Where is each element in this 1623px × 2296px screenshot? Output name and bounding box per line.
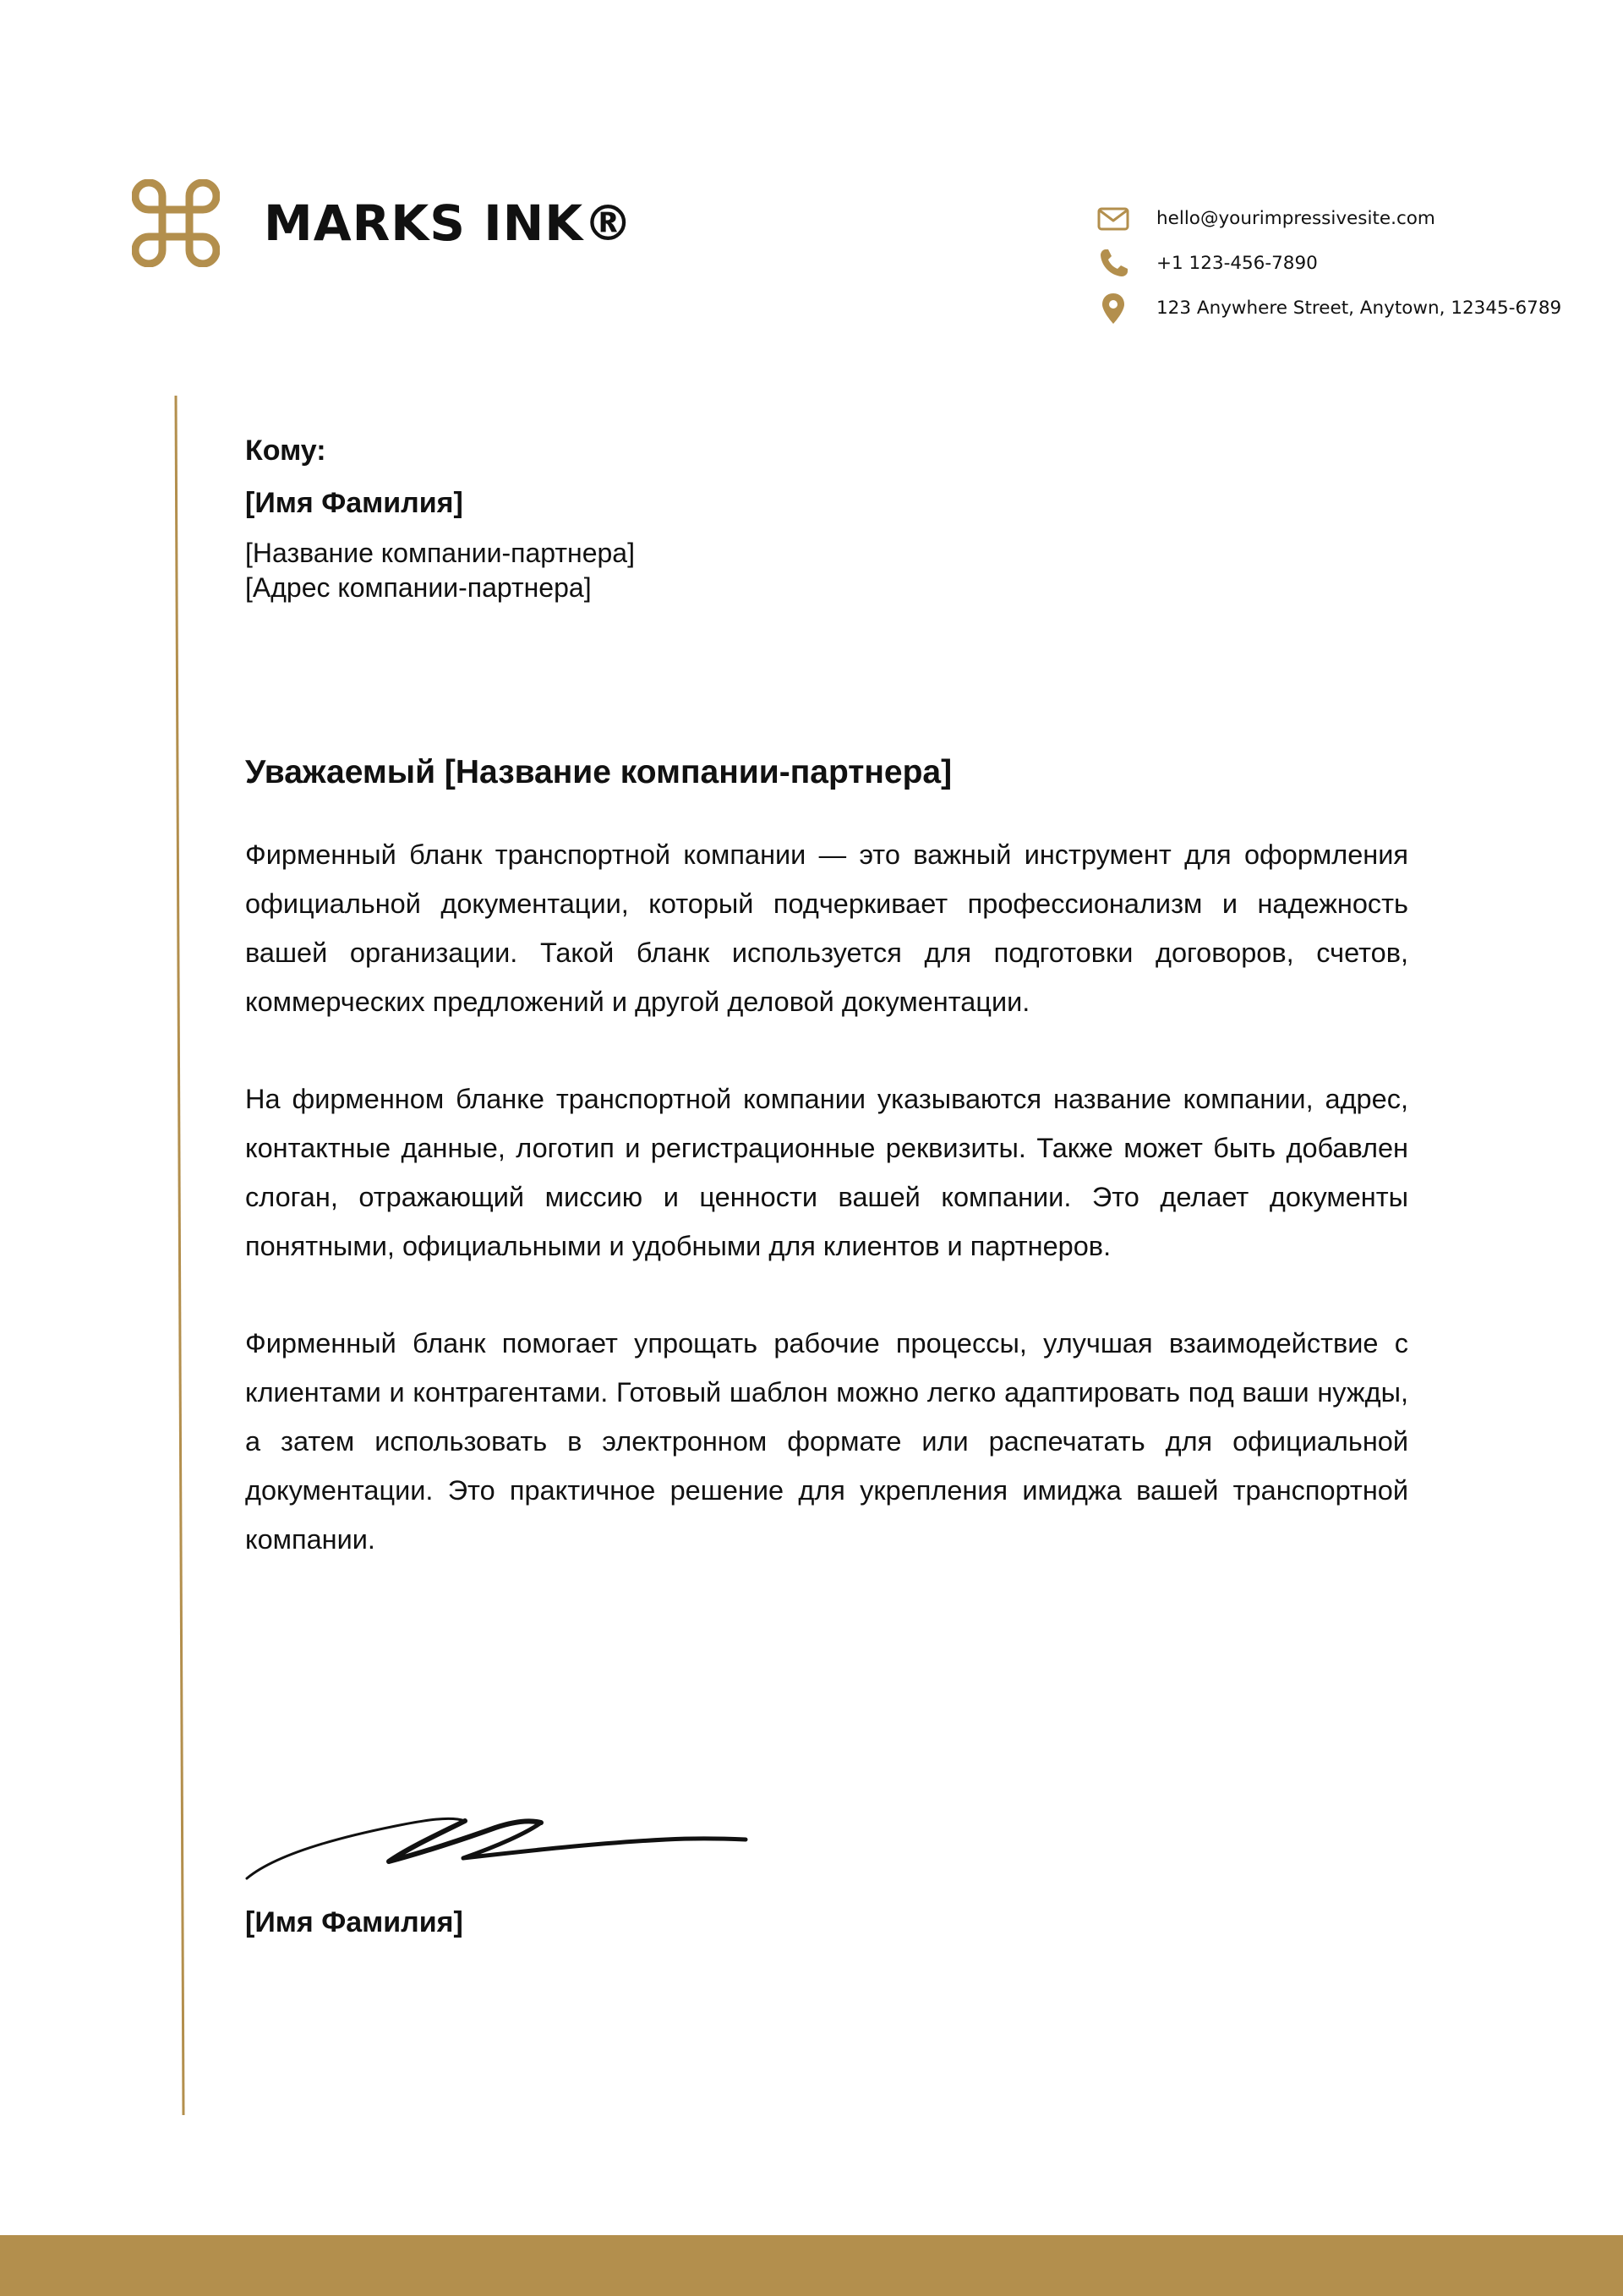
recipient-name: [Имя Фамилия]: [245, 487, 463, 519]
signer-name: [Имя Фамилия]: [245, 1906, 463, 1938]
paragraph-1: Фирменный бланк транспортной компании — это важный инструмент для оформления официальной документации, который подчеркивает профессионализм и надежность вашей организации. Такой бланк используется для подготовки договоров, счетов, коммерческих предложений и другой деловой документации.: [245, 839, 1408, 1017]
address-text: 123 Anywhere Street, Anytown, 12345-6789: [1156, 298, 1562, 319]
footer-bar: [0, 2235, 1623, 2296]
signature-image: [243, 1792, 751, 1885]
contact-address: [1096, 286, 1603, 331]
map-pin-icon: [1096, 291, 1131, 326]
greeting: Уважаемый [Название компании-партнера]: [245, 754, 953, 790]
recipient-company: [Название компании-партнера]: [245, 538, 635, 568]
email-text[interactable]: hello@yourimpressivesite.com: [1156, 208, 1435, 229]
paragraph-2: На фирменном бланке транспортной компании указываются название компании, адрес, контактные данные, логотип и регистрационные реквизиты. Также может быть добавлен слоган, отражающий миссию и ценности вашей компании. Это делает документы понятными, официальными и удобными для клиентов и партнеров.: [245, 1084, 1408, 1261]
paragraph-3: Фирменный бланк помогает упрощать рабочие процессы, улучшая взаимодействие с клиентами и контрагентами. Готовый шаблон можно легко адаптировать под ваши нужды, а затем использовать в электронном формате или распечатать для официальной документации. Это практичное решение для укрепления имиджа вашей транспортной компании.: [245, 1328, 1408, 1555]
command-knot-icon: [132, 179, 220, 267]
brand-name: MARKS INK®: [264, 194, 634, 252]
contact-block: [1096, 196, 1603, 331]
contact-email: [1096, 196, 1603, 241]
recipient-address: [Адрес компании-партнера]: [245, 572, 592, 603]
phone-text[interactable]: +1 123-456-7890: [1156, 253, 1318, 274]
recipient-label: Кому:: [245, 435, 326, 467]
phone-icon: [1096, 246, 1131, 282]
contact-phone: [1096, 241, 1603, 286]
letter-body: [245, 423, 1408, 1564]
envelope-icon: [1096, 201, 1131, 237]
